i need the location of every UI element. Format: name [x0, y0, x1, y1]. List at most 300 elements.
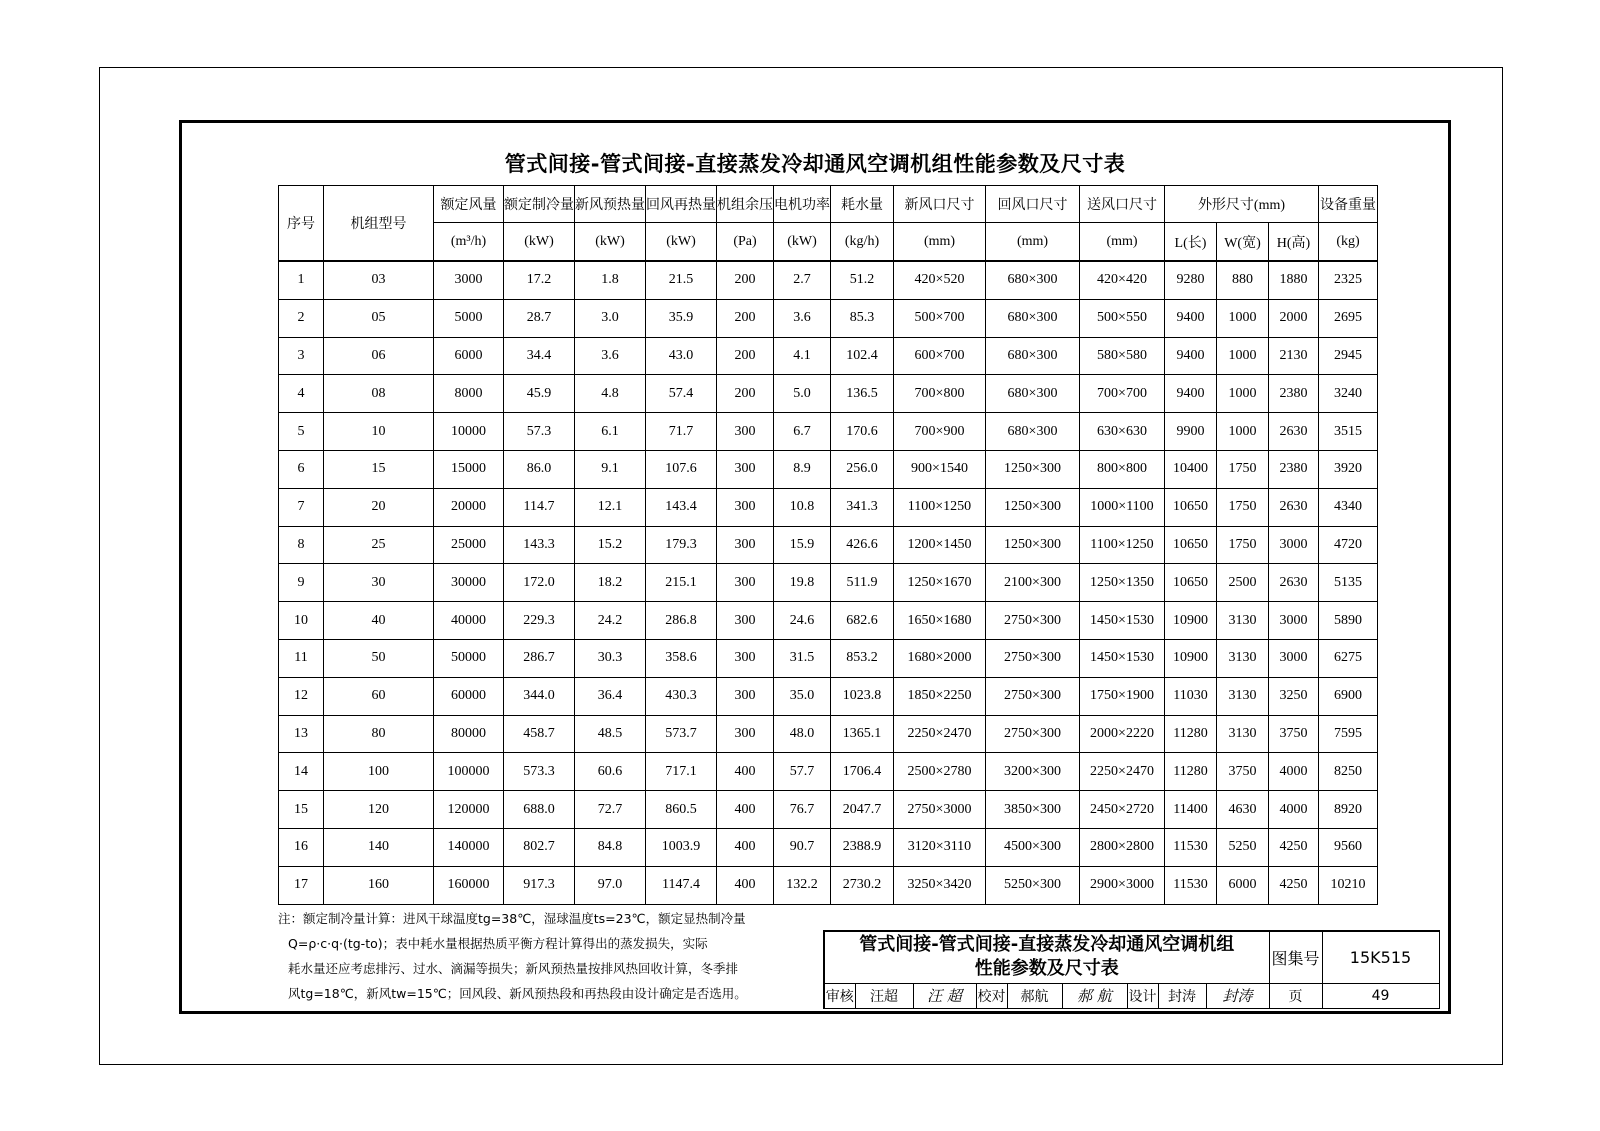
header-motor: 电机功率 — [774, 186, 831, 223]
cell-length: 10400 — [1165, 450, 1217, 488]
cell-pressure: 400 — [717, 866, 774, 904]
cell-cooling: 573.3 — [504, 753, 575, 791]
cell-height: 2380 — [1269, 450, 1319, 488]
cell-length: 11530 — [1165, 866, 1217, 904]
cell-fresh: 2500×2780 — [894, 753, 986, 791]
designer-name: 封涛 — [1158, 983, 1206, 1008]
cell-cooling: 34.4 — [504, 337, 575, 375]
cell-height: 2630 — [1269, 413, 1319, 451]
cell-reheat: 21.5 — [646, 261, 717, 299]
cell-return: 2750×300 — [986, 602, 1080, 640]
atlas-label: 图集号 — [1269, 931, 1322, 983]
reviewer-signature: 汪 超 — [913, 983, 976, 1008]
checker-name: 郝航 — [1007, 983, 1062, 1008]
cell-length: 11030 — [1165, 677, 1217, 715]
cell-length: 9400 — [1165, 337, 1217, 375]
cell-model: 140 — [324, 828, 434, 866]
cell-width: 1000 — [1217, 337, 1269, 375]
header-width: W(宽) — [1217, 223, 1269, 262]
cell-seq: 6 — [279, 450, 324, 488]
cell-seq: 17 — [279, 866, 324, 904]
cell-motor: 57.7 — [774, 753, 831, 791]
cell-reheat: 143.4 — [646, 488, 717, 526]
header-height: H(高) — [1269, 223, 1319, 262]
cell-fresh: 700×900 — [894, 413, 986, 451]
cell-preheat: 36.4 — [575, 677, 646, 715]
cell-reheat: 430.3 — [646, 677, 717, 715]
header-reheat: 回风再热量 — [646, 186, 717, 223]
unit-reheat: (kW) — [646, 223, 717, 262]
table-row — [279, 299, 1378, 337]
table-row — [279, 639, 1378, 677]
cell-supply: 800×800 — [1080, 450, 1165, 488]
cell-cooling: 28.7 — [504, 299, 575, 337]
cell-fresh: 700×800 — [894, 375, 986, 413]
cell-supply: 1000×1100 — [1080, 488, 1165, 526]
cell-fresh: 1650×1680 — [894, 602, 986, 640]
cell-preheat: 3.0 — [575, 299, 646, 337]
cell-model: 30 — [324, 564, 434, 602]
cell-length: 11280 — [1165, 753, 1217, 791]
unit-motor: (kW) — [774, 223, 831, 262]
cell-cooling: 17.2 — [504, 261, 575, 299]
cell-length: 10900 — [1165, 602, 1217, 640]
cell-preheat: 60.6 — [575, 753, 646, 791]
header-return: 回风口尺寸 — [986, 186, 1080, 223]
cell-pressure: 300 — [717, 526, 774, 564]
cell-supply: 580×580 — [1080, 337, 1165, 375]
atlas-number: 15K515 — [1322, 931, 1439, 983]
cell-reheat: 573.7 — [646, 715, 717, 753]
header-water: 耗水量 — [831, 186, 894, 223]
cell-seq: 1 — [279, 261, 324, 299]
cell-preheat: 18.2 — [575, 564, 646, 602]
cell-reheat: 286.8 — [646, 602, 717, 640]
cell-fresh: 1200×1450 — [894, 526, 986, 564]
cell-supply: 2800×2800 — [1080, 828, 1165, 866]
cell-height: 4000 — [1269, 753, 1319, 791]
cell-pressure: 300 — [717, 450, 774, 488]
cell-pressure: 200 — [717, 299, 774, 337]
cell-model: 25 — [324, 526, 434, 564]
cell-height: 2130 — [1269, 337, 1319, 375]
reviewer-name: 汪超 — [855, 983, 913, 1008]
cell-seq: 2 — [279, 299, 324, 337]
cell-width: 3130 — [1217, 677, 1269, 715]
cell-water: 511.9 — [831, 564, 894, 602]
cell-width: 3130 — [1217, 715, 1269, 753]
cell-weight: 4720 — [1319, 526, 1378, 564]
note-line: 注：额定制冷量计算：进风干球温度tg=38℃，湿球温度ts=23℃，额定显热制冷量 — [278, 911, 746, 926]
cell-fresh: 420×520 — [894, 261, 986, 299]
cell-return: 680×300 — [986, 299, 1080, 337]
unit-water: (kg/h) — [831, 223, 894, 262]
cell-airflow: 20000 — [434, 488, 504, 526]
note-line: 耗水量还应考虑排污、过水、滴漏等损失；新风预热量按排风热回收计算，冬季排 — [288, 961, 739, 976]
cell-weight: 6275 — [1319, 639, 1378, 677]
cell-seq: 15 — [279, 791, 324, 829]
table-row — [279, 791, 1378, 829]
header-fresh: 新风口尺寸 — [894, 186, 986, 223]
cell-fresh: 900×1540 — [894, 450, 986, 488]
cell-airflow: 25000 — [434, 526, 504, 564]
cell-supply: 2900×3000 — [1080, 866, 1165, 904]
cell-water: 136.5 — [831, 375, 894, 413]
cell-cooling: 286.7 — [504, 639, 575, 677]
cell-return: 680×300 — [986, 261, 1080, 299]
cell-motor: 5.0 — [774, 375, 831, 413]
cell-model: 80 — [324, 715, 434, 753]
cell-length: 10650 — [1165, 526, 1217, 564]
cell-motor: 76.7 — [774, 791, 831, 829]
cell-water: 1023.8 — [831, 677, 894, 715]
cell-supply: 1450×1530 — [1080, 602, 1165, 640]
cell-airflow: 5000 — [434, 299, 504, 337]
cell-motor: 8.9 — [774, 450, 831, 488]
cell-fresh: 600×700 — [894, 337, 986, 375]
cell-supply: 1100×1250 — [1080, 526, 1165, 564]
cell-motor: 132.2 — [774, 866, 831, 904]
cell-motor: 15.9 — [774, 526, 831, 564]
cell-return: 2750×300 — [986, 639, 1080, 677]
cell-reheat: 43.0 — [646, 337, 717, 375]
cell-height: 2630 — [1269, 564, 1319, 602]
cell-airflow: 10000 — [434, 413, 504, 451]
cell-airflow: 80000 — [434, 715, 504, 753]
note-line: 风tg=18℃，新风tw=15℃；回风段、新风预热段和再热段由设计确定是否选用。 — [288, 986, 747, 1001]
cell-seq: 12 — [279, 677, 324, 715]
cell-motor: 31.5 — [774, 639, 831, 677]
cell-water: 51.2 — [831, 261, 894, 299]
table-row — [279, 677, 1378, 715]
cell-supply: 1750×1900 — [1080, 677, 1165, 715]
cell-seq: 10 — [279, 602, 324, 640]
cell-model: 15 — [324, 450, 434, 488]
cell-supply: 1450×1530 — [1080, 639, 1165, 677]
cell-return: 2750×300 — [986, 677, 1080, 715]
cell-preheat: 12.1 — [575, 488, 646, 526]
cell-motor: 6.7 — [774, 413, 831, 451]
cell-fresh: 500×700 — [894, 299, 986, 337]
cell-return: 2750×300 — [986, 715, 1080, 753]
cell-pressure: 200 — [717, 261, 774, 299]
cell-preheat: 6.1 — [575, 413, 646, 451]
cell-pressure: 300 — [717, 413, 774, 451]
cell-motor: 2.7 — [774, 261, 831, 299]
cell-height: 4000 — [1269, 791, 1319, 829]
header-length: L(长) — [1165, 223, 1217, 262]
page-number: 49 — [1322, 983, 1439, 1008]
cell-pressure: 300 — [717, 639, 774, 677]
cell-preheat: 97.0 — [575, 866, 646, 904]
cell-reheat: 358.6 — [646, 639, 717, 677]
cell-model: 20 — [324, 488, 434, 526]
cell-water: 682.6 — [831, 602, 894, 640]
cell-supply: 420×420 — [1080, 261, 1165, 299]
unit-airflow: (m³/h) — [434, 223, 504, 262]
cell-width: 880 — [1217, 261, 1269, 299]
cell-model: 50 — [324, 639, 434, 677]
cell-supply: 2000×2220 — [1080, 715, 1165, 753]
cell-supply: 500×550 — [1080, 299, 1165, 337]
table-row — [279, 413, 1378, 451]
cell-water: 1365.1 — [831, 715, 894, 753]
cell-preheat: 9.1 — [575, 450, 646, 488]
cell-height: 2000 — [1269, 299, 1319, 337]
cell-pressure: 200 — [717, 337, 774, 375]
cell-weight: 5890 — [1319, 602, 1378, 640]
cell-supply: 2450×2720 — [1080, 791, 1165, 829]
cell-seq: 13 — [279, 715, 324, 753]
cell-preheat: 1.8 — [575, 261, 646, 299]
cell-return: 5250×300 — [986, 866, 1080, 904]
cell-model: 03 — [324, 261, 434, 299]
cell-motor: 90.7 — [774, 828, 831, 866]
cell-seq: 8 — [279, 526, 324, 564]
cell-seq: 7 — [279, 488, 324, 526]
table-row — [279, 564, 1378, 602]
cell-weight: 3920 — [1319, 450, 1378, 488]
table-row — [279, 488, 1378, 526]
cell-model: 60 — [324, 677, 434, 715]
cell-supply: 1250×1350 — [1080, 564, 1165, 602]
cell-airflow: 15000 — [434, 450, 504, 488]
cell-seq: 9 — [279, 564, 324, 602]
cell-airflow: 140000 — [434, 828, 504, 866]
title-block — [823, 930, 1440, 1009]
cell-return: 680×300 — [986, 413, 1080, 451]
cell-width: 1750 — [1217, 488, 1269, 526]
cell-reheat: 717.1 — [646, 753, 717, 791]
cell-pressure: 400 — [717, 828, 774, 866]
cell-reheat: 860.5 — [646, 791, 717, 829]
cell-length: 11530 — [1165, 828, 1217, 866]
cell-motor: 19.8 — [774, 564, 831, 602]
cell-cooling: 143.3 — [504, 526, 575, 564]
cell-water: 2730.2 — [831, 866, 894, 904]
cell-reheat: 215.1 — [646, 564, 717, 602]
cell-airflow: 6000 — [434, 337, 504, 375]
cell-cooling: 229.3 — [504, 602, 575, 640]
cell-return: 680×300 — [986, 375, 1080, 413]
cell-preheat: 24.2 — [575, 602, 646, 640]
cell-height: 4250 — [1269, 828, 1319, 866]
cell-width: 6000 — [1217, 866, 1269, 904]
page-title: 管式间接-管式间接-直接蒸发冷却通风空调机组性能参数及尺寸表 — [504, 152, 1126, 176]
cell-length: 10650 — [1165, 488, 1217, 526]
cell-reheat: 35.9 — [646, 299, 717, 337]
performance-table — [278, 185, 1378, 905]
cell-width: 2500 — [1217, 564, 1269, 602]
cell-cooling: 45.9 — [504, 375, 575, 413]
cell-motor: 24.6 — [774, 602, 831, 640]
cell-width: 4630 — [1217, 791, 1269, 829]
cell-fresh: 1250×1670 — [894, 564, 986, 602]
cell-airflow: 160000 — [434, 866, 504, 904]
cell-seq: 3 — [279, 337, 324, 375]
design-label: 设计 — [1127, 983, 1158, 1008]
title-block-title-line1: 管式间接-管式间接-直接蒸发冷却通风空调机组 — [859, 934, 1235, 956]
cell-model: 120 — [324, 791, 434, 829]
cell-cooling: 86.0 — [504, 450, 575, 488]
cell-height: 3000 — [1269, 526, 1319, 564]
table-row — [279, 828, 1378, 866]
cell-weight: 4340 — [1319, 488, 1378, 526]
table-row — [279, 715, 1378, 753]
check-label: 校对 — [976, 983, 1007, 1008]
cell-pressure: 200 — [717, 375, 774, 413]
cell-height: 1880 — [1269, 261, 1319, 299]
cell-return: 1250×300 — [986, 526, 1080, 564]
unit-fresh: (mm) — [894, 223, 986, 262]
table-row — [279, 450, 1378, 488]
cell-water: 2388.9 — [831, 828, 894, 866]
designer-signature: 封涛 — [1206, 983, 1269, 1008]
cell-water: 426.6 — [831, 526, 894, 564]
cell-weight: 2695 — [1319, 299, 1378, 337]
notes — [278, 906, 798, 1006]
cell-height: 4250 — [1269, 866, 1319, 904]
cell-motor: 3.6 — [774, 299, 831, 337]
table-row — [279, 753, 1378, 791]
cell-cooling: 917.3 — [504, 866, 575, 904]
cell-return: 1250×300 — [986, 488, 1080, 526]
cell-model: 40 — [324, 602, 434, 640]
table-header — [279, 186, 1378, 262]
cell-pressure: 300 — [717, 602, 774, 640]
cell-pressure: 400 — [717, 753, 774, 791]
cell-fresh: 1680×2000 — [894, 639, 986, 677]
unit-supply: (mm) — [1080, 223, 1165, 262]
cell-weight: 9560 — [1319, 828, 1378, 866]
cell-airflow: 60000 — [434, 677, 504, 715]
header-cooling: 额定制冷量 — [504, 186, 575, 223]
cell-weight: 8250 — [1319, 753, 1378, 791]
cell-pressure: 300 — [717, 715, 774, 753]
review-label: 审核 — [824, 983, 855, 1008]
cell-width: 5250 — [1217, 828, 1269, 866]
cell-reheat: 179.3 — [646, 526, 717, 564]
header-model: 机组型号 — [324, 186, 434, 262]
cell-fresh: 1100×1250 — [894, 488, 986, 526]
cell-cooling: 57.3 — [504, 413, 575, 451]
page-label: 页 — [1269, 983, 1322, 1008]
cell-length: 11400 — [1165, 791, 1217, 829]
cell-motor: 48.0 — [774, 715, 831, 753]
cell-width: 1000 — [1217, 375, 1269, 413]
cell-airflow: 100000 — [434, 753, 504, 791]
cell-weight: 3240 — [1319, 375, 1378, 413]
cell-length: 9900 — [1165, 413, 1217, 451]
table-row — [279, 526, 1378, 564]
cell-reheat: 71.7 — [646, 413, 717, 451]
cell-cooling: 458.7 — [504, 715, 575, 753]
cell-seq: 11 — [279, 639, 324, 677]
cell-width: 3130 — [1217, 602, 1269, 640]
cell-return: 3850×300 — [986, 791, 1080, 829]
cell-airflow: 30000 — [434, 564, 504, 602]
cell-motor: 10.8 — [774, 488, 831, 526]
unit-pressure: (Pa) — [717, 223, 774, 262]
cell-water: 2047.7 — [831, 791, 894, 829]
cell-airflow: 50000 — [434, 639, 504, 677]
cell-weight: 5135 — [1319, 564, 1378, 602]
cell-weight: 3515 — [1319, 413, 1378, 451]
unit-weight: (kg) — [1319, 223, 1378, 262]
cell-motor: 4.1 — [774, 337, 831, 375]
cell-fresh: 3120×3110 — [894, 828, 986, 866]
cell-width: 1000 — [1217, 413, 1269, 451]
unit-cooling: (kW) — [504, 223, 575, 262]
cell-height: 3000 — [1269, 602, 1319, 640]
cell-length: 10650 — [1165, 564, 1217, 602]
cell-cooling: 802.7 — [504, 828, 575, 866]
checker-signature: 郝 航 — [1062, 983, 1127, 1008]
cell-water: 170.6 — [831, 413, 894, 451]
cell-model: 160 — [324, 866, 434, 904]
cell-length: 11280 — [1165, 715, 1217, 753]
cell-width: 1000 — [1217, 299, 1269, 337]
cell-preheat: 48.5 — [575, 715, 646, 753]
cell-length: 9400 — [1165, 299, 1217, 337]
cell-weight: 7595 — [1319, 715, 1378, 753]
table-body — [279, 261, 1378, 904]
header-airflow: 额定风量 — [434, 186, 504, 223]
cell-reheat: 57.4 — [646, 375, 717, 413]
cell-cooling: 172.0 — [504, 564, 575, 602]
cell-weight: 8920 — [1319, 791, 1378, 829]
cell-height: 3250 — [1269, 677, 1319, 715]
header-preheat: 新风预热量 — [575, 186, 646, 223]
cell-height: 2630 — [1269, 488, 1319, 526]
cell-water: 341.3 — [831, 488, 894, 526]
cell-preheat: 84.8 — [575, 828, 646, 866]
cell-seq: 14 — [279, 753, 324, 791]
cell-length: 9280 — [1165, 261, 1217, 299]
cell-return: 1250×300 — [986, 450, 1080, 488]
cell-preheat: 30.3 — [575, 639, 646, 677]
header-seq: 序号 — [279, 186, 324, 262]
cell-width: 1750 — [1217, 526, 1269, 564]
cell-pressure: 300 — [717, 488, 774, 526]
cell-seq: 5 — [279, 413, 324, 451]
cell-motor: 35.0 — [774, 677, 831, 715]
cell-airflow: 40000 — [434, 602, 504, 640]
note-line: Q=ρ·c·q·(tg-to)；表中耗水量根据热质平衡方程计算得出的蒸发损失，实际 — [288, 936, 708, 951]
header-pressure: 机组余压 — [717, 186, 774, 223]
unit-return: (mm) — [986, 223, 1080, 262]
cell-supply: 630×630 — [1080, 413, 1165, 451]
cell-seq: 4 — [279, 375, 324, 413]
cell-preheat: 4.8 — [575, 375, 646, 413]
cell-supply: 2250×2470 — [1080, 753, 1165, 791]
cell-cooling: 114.7 — [504, 488, 575, 526]
cell-return: 2100×300 — [986, 564, 1080, 602]
cell-weight: 2325 — [1319, 261, 1378, 299]
cell-model: 05 — [324, 299, 434, 337]
unit-preheat: (kW) — [575, 223, 646, 262]
cell-seq: 16 — [279, 828, 324, 866]
cell-airflow: 120000 — [434, 791, 504, 829]
cell-water: 85.3 — [831, 299, 894, 337]
cell-weight: 10210 — [1319, 866, 1378, 904]
cell-water: 853.2 — [831, 639, 894, 677]
cell-pressure: 400 — [717, 791, 774, 829]
cell-reheat: 1147.4 — [646, 866, 717, 904]
table-row — [279, 337, 1378, 375]
cell-length: 9400 — [1165, 375, 1217, 413]
cell-weight: 2945 — [1319, 337, 1378, 375]
